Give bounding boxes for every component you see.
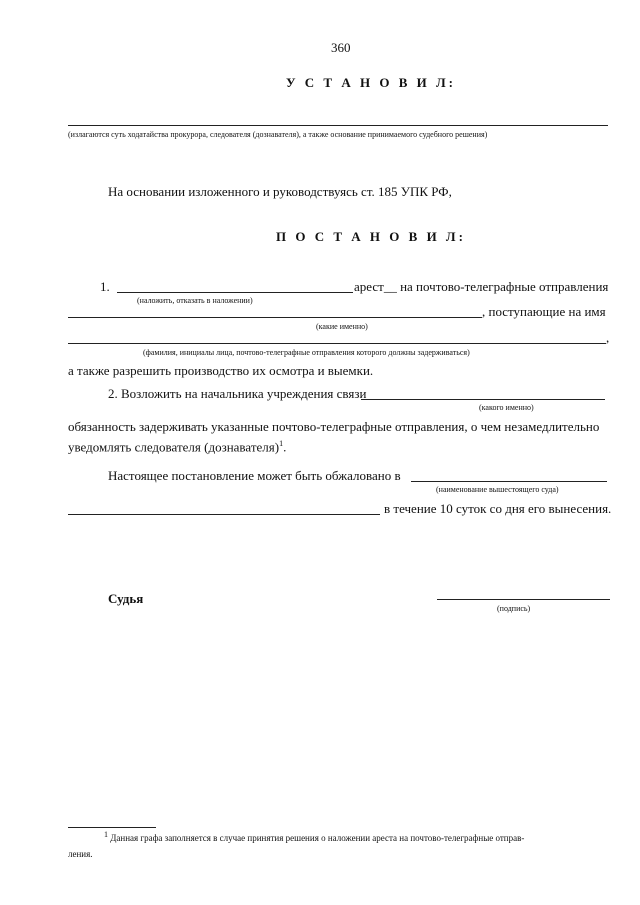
item2-duty-end: .: [283, 439, 287, 455]
fill-line-court[interactable]: [411, 481, 607, 482]
item1-also-permit: а также разрешить производство их осмотра и выемки.: [68, 363, 374, 378]
caption-which: (какие именно): [316, 322, 368, 331]
caption-post-office: (какого именно): [479, 403, 534, 412]
item1-number: 1.: [100, 279, 110, 294]
fill-line-impose[interactable]: [117, 292, 353, 293]
item2-duty-line2: [68, 439, 286, 455]
heading-postanovil: П О С Т А Н О В И Л:: [276, 229, 466, 244]
footnote-separator: [68, 827, 156, 828]
page-number: 360: [331, 40, 351, 55]
fill-line-which[interactable]: [68, 317, 482, 318]
caption-ustanovil: (излагаются суть ходатайства прокурора, следователя (дознавателя), а также основание принимаемого судебного решения): [68, 130, 488, 139]
caption-person: (фамилия, инициалы лица, почтово-телеграфные отправления которого должны задерживаться): [143, 348, 470, 357]
item2-duty-line2-text: уведомлять следователя (дознавателя): [68, 439, 280, 455]
item1-incoming-text: , поступающие на имя: [482, 304, 606, 319]
caption-impose: (наложить, отказать в наложении): [137, 296, 253, 305]
footnote-ref[interactable]: 1: [279, 439, 284, 448]
appeal-term-text: в течение 10 суток со дня его вынесения.: [384, 501, 612, 516]
fill-line-post-office[interactable]: [361, 399, 605, 400]
basis-text: На основании изложенного и руководствуясь ст. 185 УПК РФ,: [108, 184, 452, 199]
judge-label: Судья: [108, 591, 144, 606]
appeal-text: Настоящее постановление может быть обжаловано в: [108, 468, 401, 483]
footnote-line1-text: Данная графа заполняется в случае принятия решения о наложении ареста на почтово-телеграфные отправ-: [110, 833, 525, 843]
footnote-mark: 1: [104, 830, 108, 839]
caption-court: (наименование вышестоящего суда): [436, 485, 559, 494]
footnote-line1: [104, 830, 524, 843]
heading-ustanovil: У С Т А Н О В И Л:: [286, 75, 457, 90]
signature-line[interactable]: [437, 599, 610, 600]
fill-line-person[interactable]: [68, 343, 606, 344]
fill-line-ustanovil[interactable]: [68, 125, 608, 126]
item1-arrest-text: арест__ на почтово-телеграфные отправления: [354, 279, 609, 294]
caption-signature: (подпись): [497, 604, 531, 613]
footnote-line2: ления.: [68, 849, 93, 859]
fill-line-court-name[interactable]: [68, 514, 380, 515]
item2-duty-line1: обязанность задерживать указанные почтово-телеграфные отправления, о чем незамедлительно: [68, 419, 600, 434]
item2-lead-text: 2. Возложить на начальника учреждения связи: [108, 386, 367, 401]
item1-trailing-comma: ,: [606, 330, 610, 345]
